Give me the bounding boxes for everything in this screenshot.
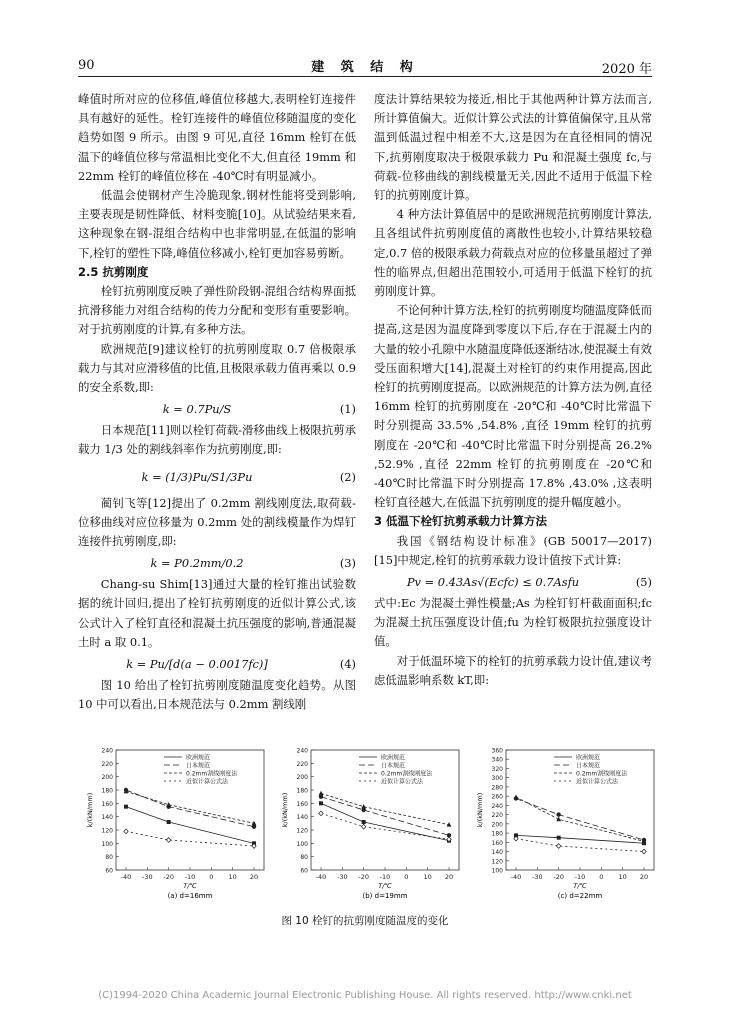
y-tick-label: 280 <box>491 784 503 792</box>
right-column <box>374 90 652 690</box>
y-tick-label: 220 <box>296 760 308 768</box>
x-tick-label: -40 <box>315 873 327 881</box>
paragraph: 不论何种计算方法,栓钉的抗剪刚度均随温度降低而提高,这是因为温度降到零度以下后,存在于混凝土内的大量的较小孔隙中水随温度降低逐渐结冰,使混凝土有效受压面积增大[14],混凝土对栓钉的约束作用提高,因此栓钉的抗剪刚度提高。以欧洲规范的计算方法为例,直径 16mm 栓钉的抗剪刚度在 -20℃和 -40℃时比常温下时分别提高 33.5% ,54.8% ,直径 19mm 栓钉的抗剪刚度在 -20℃和 -40℃时比常温下时分别提高 26.2% ,52.9% ,直径 22mm 栓钉的抗剪刚度在 -20℃和 -40℃时比常温下时分别提高 17.8% ,43.0% ,这表明栓钉直径越大,在低温下抗剪刚度的提升幅度越小。 <box>374 303 652 510</box>
y-tick-label: 200 <box>101 774 113 782</box>
data-point <box>642 849 646 854</box>
x-tick-label: 20 <box>639 873 649 881</box>
equation-2: k = (1/3)Pu/S1/3Pu (2) <box>141 469 356 484</box>
y-tick-label: 120 <box>296 827 308 835</box>
paragraph: Chang-su Shim[13]通过大量的栓钉推出试验数据的统计回归,提出了栓钉抗剪刚度的近似计算公式,该公式计入了栓钉直径和混凝土抗压强度的影响,普通混凝土时 a 取 0.1。 <box>78 577 356 649</box>
x-tick-label: -10 <box>379 873 391 881</box>
x-tick-label: 10 <box>423 873 432 881</box>
y-tick-label: 180 <box>491 830 503 838</box>
y-tick-label: 180 <box>101 787 113 795</box>
x-tick-label: -30 <box>337 873 348 881</box>
x-tick-label: -20 <box>163 873 174 881</box>
legend-label: 0.2mm割线刚度法 <box>576 770 628 778</box>
x-tick-label: 20 <box>444 873 454 881</box>
y-tick-label: 240 <box>491 802 503 810</box>
series-line <box>126 790 254 827</box>
data-point <box>166 838 170 843</box>
x-tick-label: 0 <box>404 873 409 881</box>
x-tick-label: 20 <box>249 873 259 881</box>
chart-b <box>277 744 467 900</box>
y-tick-label: 200 <box>491 821 503 829</box>
page-number: 90 <box>78 58 95 73</box>
chart-title: (a) d=16mm <box>167 892 213 900</box>
y-tick-label: 100 <box>296 840 308 848</box>
x-tick-label: -40 <box>510 873 522 881</box>
legend-label: 0.2mm割线刚度法 <box>381 770 433 778</box>
x-tick-label: 10 <box>228 873 237 881</box>
x-tick-label: -10 <box>184 873 196 881</box>
paragraph: 峰值时所对应的位移值,峰值位移越大,表明栓钉连接件具有越好的延性。栓钉连接件的峰值位移随温度的变化趋势如图 9 所示。由图 9 可见,直径 16mm 栓钉在低温下的峰值位移与常温相比变化不大,但直径 19mm 和 22mm 栓钉的峰值位移在 -40℃时有明显减小。 <box>78 92 356 183</box>
data-point <box>514 794 519 799</box>
data-point <box>556 844 560 849</box>
data-point <box>124 805 128 809</box>
paragraph: 图 10 给出了栓钉抗剪刚度随温度变化趋势。从图 10 中可以看出,日本规范法与 0.2mm 割线刚 <box>78 678 356 712</box>
journal-year: 2020 年 <box>601 62 652 77</box>
equation-5: Pv = 0.43As√(Ecfc) ≤ 0.7Asfu (5) <box>406 575 652 590</box>
data-point <box>166 802 171 807</box>
data-point <box>362 820 366 824</box>
y-tick-label: 300 <box>491 775 503 783</box>
y-tick-label: 320 <box>491 765 503 773</box>
y-tick-label: 360 <box>491 747 503 755</box>
y-axis-label: k/(kN/mm) <box>476 792 484 828</box>
chart-c <box>472 744 662 900</box>
x-tick-label: -20 <box>553 873 564 881</box>
y-tick-label: 120 <box>101 827 113 835</box>
y-tick-label: 220 <box>491 812 503 820</box>
chart-title: (b) d=19mm <box>362 892 408 900</box>
y-tick-label: 160 <box>491 839 503 847</box>
x-tick-label: -10 <box>574 873 586 881</box>
legend-label: 欧洲规范 <box>186 754 211 762</box>
series-line <box>126 791 254 823</box>
section-heading: 2.5 抗剪刚度 <box>78 264 149 279</box>
data-point <box>124 829 128 834</box>
legend-label: 0.2mm割线刚度法 <box>186 770 238 778</box>
series-line <box>516 798 644 840</box>
x-tick-label: 10 <box>618 873 627 881</box>
data-point <box>361 804 366 809</box>
series-line <box>321 803 449 840</box>
x-tick-label: -30 <box>532 873 543 881</box>
legend-label: 日本规范 <box>186 762 211 770</box>
series-line <box>321 793 449 824</box>
y-axis-label: k/(kN/mm) <box>86 792 94 828</box>
data-point <box>557 836 561 840</box>
y-tick-label: 60 <box>105 867 113 875</box>
y-tick-label: 80 <box>300 854 308 862</box>
legend-label: 欧洲规范 <box>381 754 406 762</box>
data-point <box>556 817 561 822</box>
figure-caption: 图 10 栓钉的抗剪刚度随温度的变化 <box>281 915 449 927</box>
y-tick-label: 160 <box>101 800 113 808</box>
y-tick-label: 240 <box>101 747 113 755</box>
equation-3: k = P0.2mm/0.2 (3) <box>150 556 356 571</box>
paragraph: 欧洲规范[9]建议栓钉的抗剪刚度取 0.7 倍极限承载力与其对应滑移值的比值,且极限承载力值再乘以 0.9 的安全系数,即: <box>78 341 356 395</box>
paragraph: 低温会使钢材产生冷脆现象,钢材性能将受到影响,主要表现是韧性降低、材料变脆[10]。从试验结果来看,这种现象在钢-混组合结构中也非常明显,在低温的影响下,栓钉的塑性下降,峰值位移减小,栓钉更加容易剪断。 <box>78 188 356 260</box>
paragraph: 4 种方法计算值居中的是欧洲规范抗剪刚度计算法,且各组试件抗剪刚度值的离散性也较小,计算结果较稳定,0.7 倍的极限承载力荷载点对应的位移量虽超过了弹性的临界点,但超出范围较小,可适用于低温下栓钉的抗剪刚度计算。 <box>374 207 652 299</box>
y-axis-label: k/(kN/mm) <box>281 792 289 828</box>
y-tick-label: 140 <box>296 814 308 822</box>
legend-label: 近似计算公式法 <box>186 778 229 786</box>
figure-10 <box>82 744 662 914</box>
paragraph: 对于低温环境下的栓钉的抗剪承载力设计值,建议考虑低温影响系数 kT,即: <box>374 653 652 687</box>
y-tick-label: 80 <box>105 854 113 862</box>
x-tick-label: -20 <box>358 873 369 881</box>
data-point <box>319 791 324 796</box>
chart-a <box>82 744 272 900</box>
paragraph: 度法计算结果较为接近,相比于其他两种计算方法而言,所计算值偏大。近似计算公式法的计算值偏保守,且从常温到低温过程中相差不大,这是因为在直径相同的情况下,抗剪刚度取决于极限承载力 Pu 和混凝土强度 fc,与荷载-位移曲线的割线模量无关,因此不适用于低温下栓钉的抗剪刚度计算。 <box>374 92 652 203</box>
data-point <box>319 801 323 805</box>
legend-label: 近似计算公式法 <box>381 778 424 786</box>
x-tick-label: 0 <box>209 873 214 881</box>
paragraph: 我国《钢结构设计标准》(GB 50017—2017)[15]中规定,栓钉的抗剪承载力设计值按下式计算: <box>374 533 652 567</box>
y-tick-label: 120 <box>491 858 503 866</box>
y-tick-label: 140 <box>491 849 503 857</box>
legend-label: 近似计算公式法 <box>576 778 619 786</box>
y-tick-label: 220 <box>101 760 113 768</box>
y-tick-label: 200 <box>296 774 308 782</box>
x-axis-label: T/℃ <box>378 882 392 890</box>
y-tick-label: 60 <box>300 867 308 875</box>
left-column <box>78 90 356 714</box>
equation-4: k = Pu/[d(a − 0.0017fc)] (4) <box>126 657 356 672</box>
series-line <box>516 839 644 852</box>
y-tick-label: 100 <box>101 840 113 848</box>
data-point <box>361 824 365 829</box>
y-tick-label: 240 <box>296 747 308 755</box>
copyright-footer: (C)1994-2020 China Academic Journal Electronic Publishing House. All rights reserved. http://www.cnki.net <box>98 990 632 1001</box>
y-tick-label: 100 <box>491 867 503 875</box>
y-tick-label: 160 <box>296 800 308 808</box>
data-point <box>167 820 171 824</box>
paragraph: 栓钉抗剪刚度反映了弹性阶段钢-混组合结构界面抵抗滑移能力对组合结构的传力分配和变形有重要影响。对于抗剪刚度的计算,有多种方法。 <box>78 284 356 337</box>
paragraph: 蔺钊飞等[12]提出了 0.2mm 割线刚度法,取荷载-位移曲线对应位移量为 0.2mm 处的割线模量作为焊钉连接件抗剪刚度,即: <box>78 495 356 549</box>
paragraph: 式中:Ec 为混凝土弹性模量;As 为栓钉钉杆截面面积;fc 为混凝土抗压强度设计值;fu 为栓钉极限抗拉强度设计值。 <box>374 596 652 649</box>
legend-label: 欧洲规范 <box>576 754 601 762</box>
legend-label: 日本规范 <box>381 762 406 770</box>
y-tick-label: 340 <box>491 756 503 764</box>
x-axis-label: T/℃ <box>573 882 587 890</box>
x-axis-label: T/℃ <box>183 882 197 890</box>
section-heading: 3 低温下栓钉抗剪承载力计算方法 <box>374 514 548 529</box>
series-line <box>516 797 644 841</box>
paragraph: 日本规范[11]则以栓钉荷载-滑移曲线上极限抗剪承载力 1/3 处的割线斜率作为抗剪刚度,即: <box>78 423 356 457</box>
y-tick-label: 180 <box>296 787 308 795</box>
x-tick-label: -40 <box>120 873 132 881</box>
data-point <box>319 811 323 816</box>
chart-title: (c) d=22mm <box>557 892 603 900</box>
x-tick-label: -30 <box>142 873 153 881</box>
x-tick-label: 0 <box>599 873 604 881</box>
journal-title: 建 筑 结 构 <box>311 60 419 75</box>
legend-label: 日本规范 <box>576 762 601 770</box>
y-tick-label: 140 <box>101 814 113 822</box>
series-line <box>126 807 254 844</box>
equation-1: k = 0.7Pu/S (1) <box>162 402 356 417</box>
data-point <box>556 812 560 816</box>
page-header <box>78 56 652 77</box>
y-tick-label: 260 <box>491 793 503 801</box>
